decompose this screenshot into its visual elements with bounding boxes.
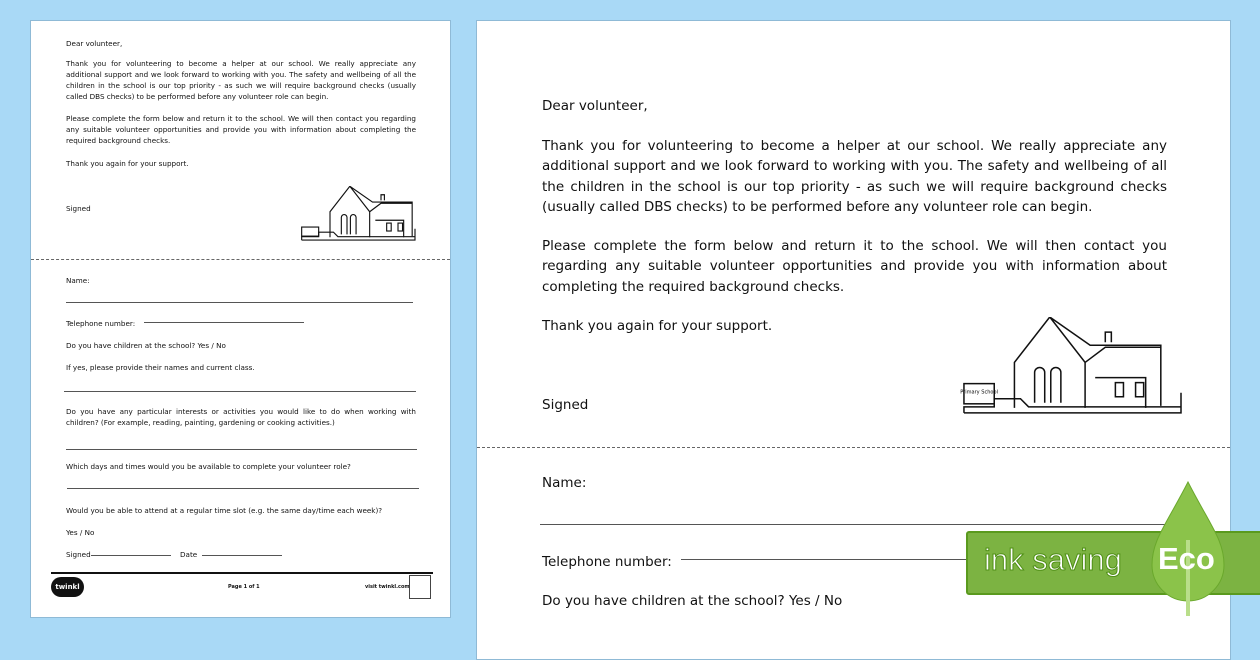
date-label: Date xyxy=(180,550,198,559)
cut-line xyxy=(31,259,450,260)
yes-no: Yes / No xyxy=(66,528,95,537)
paragraph-2: Please complete the form below and return it to the school. We will then contact you regarding any suitable volunteer opportunities and provide you with information about completing the required background checks. xyxy=(542,238,1167,295)
telephone-line[interactable] xyxy=(681,559,971,560)
school-illustration xyxy=(296,186,432,246)
footer-rule xyxy=(51,572,433,574)
children-question: Do you have children at the school? Yes / No xyxy=(66,341,226,350)
footer-url: visit twinkl.com xyxy=(365,584,410,590)
eco-label: Eco xyxy=(1158,541,1215,576)
name-label: Name: xyxy=(66,276,90,285)
school-illustration xyxy=(953,317,1197,423)
children-question: Do you have children at the school? Yes / No xyxy=(542,593,843,609)
cut-line xyxy=(477,447,1230,448)
page-number: Page 1 of 1 xyxy=(228,584,260,590)
days-question: Which days and times would you be available to complete your volunteer role? xyxy=(66,462,351,471)
name-line[interactable] xyxy=(540,524,1165,525)
days-line[interactable] xyxy=(67,488,419,489)
paragraph-1: Thank you for volunteering to become a helper at our school. We really appreciate any additional support and we look forward to working with you. The safety and wellbeing of all the children in the school is our top priority - as such we will require background checks (usually called DBS checks) to be performed before any volunteer role can begin. xyxy=(66,59,416,101)
twinkl-logo: twinkl xyxy=(51,577,84,597)
if-yes-text: If yes, please provide their names and current class. xyxy=(66,363,255,372)
greeting: Dear volunteer, xyxy=(542,98,648,114)
thanks-text: Thank you again for your support. xyxy=(66,159,189,168)
telephone-label: Telephone number: xyxy=(542,554,672,570)
regular-question: Would you be able to attend at a regular time slot (e.g. the same day/time each week)? xyxy=(66,506,383,515)
school-sign: Primary School xyxy=(960,389,998,396)
name-label: Name: xyxy=(542,475,587,491)
interests-line[interactable] xyxy=(66,449,417,450)
quality-badge-icon xyxy=(409,575,431,599)
telephone-line[interactable] xyxy=(144,322,304,323)
signed-line[interactable] xyxy=(91,555,171,556)
interests-question: Do you have any particular interests or activities you would like to do when working with children? (For example, reading, painting, gardening or cooking activities.) xyxy=(66,407,416,427)
form-signed-label: Signed xyxy=(66,550,91,559)
paragraph-1: Thank you for volunteering to become a helper at our school. We really appreciate any additional support and we look forward to working with you. The safety and wellbeing of all the children in the school is our top priority - as such we will require background checks (usually called DBS checks) to be performed before any volunteer role can begin. xyxy=(542,138,1167,215)
greeting: Dear volunteer, xyxy=(66,39,123,48)
signed-label: Signed xyxy=(542,397,589,413)
paragraph-2: Please complete the form below and return it to the school. We will then contact you regarding any suitable volunteer opportunities and provide you with information about completing the required background checks. xyxy=(66,114,416,145)
children-line[interactable] xyxy=(64,391,416,392)
telephone-label: Telephone number: xyxy=(66,319,136,328)
signed-label: Signed xyxy=(66,204,91,213)
ink-saving-label: ink saving xyxy=(984,542,1122,577)
thumbnail-page xyxy=(30,20,451,618)
thanks-text: Thank you again for your support. xyxy=(542,318,773,334)
name-line[interactable] xyxy=(66,302,413,303)
date-line[interactable] xyxy=(202,555,282,556)
